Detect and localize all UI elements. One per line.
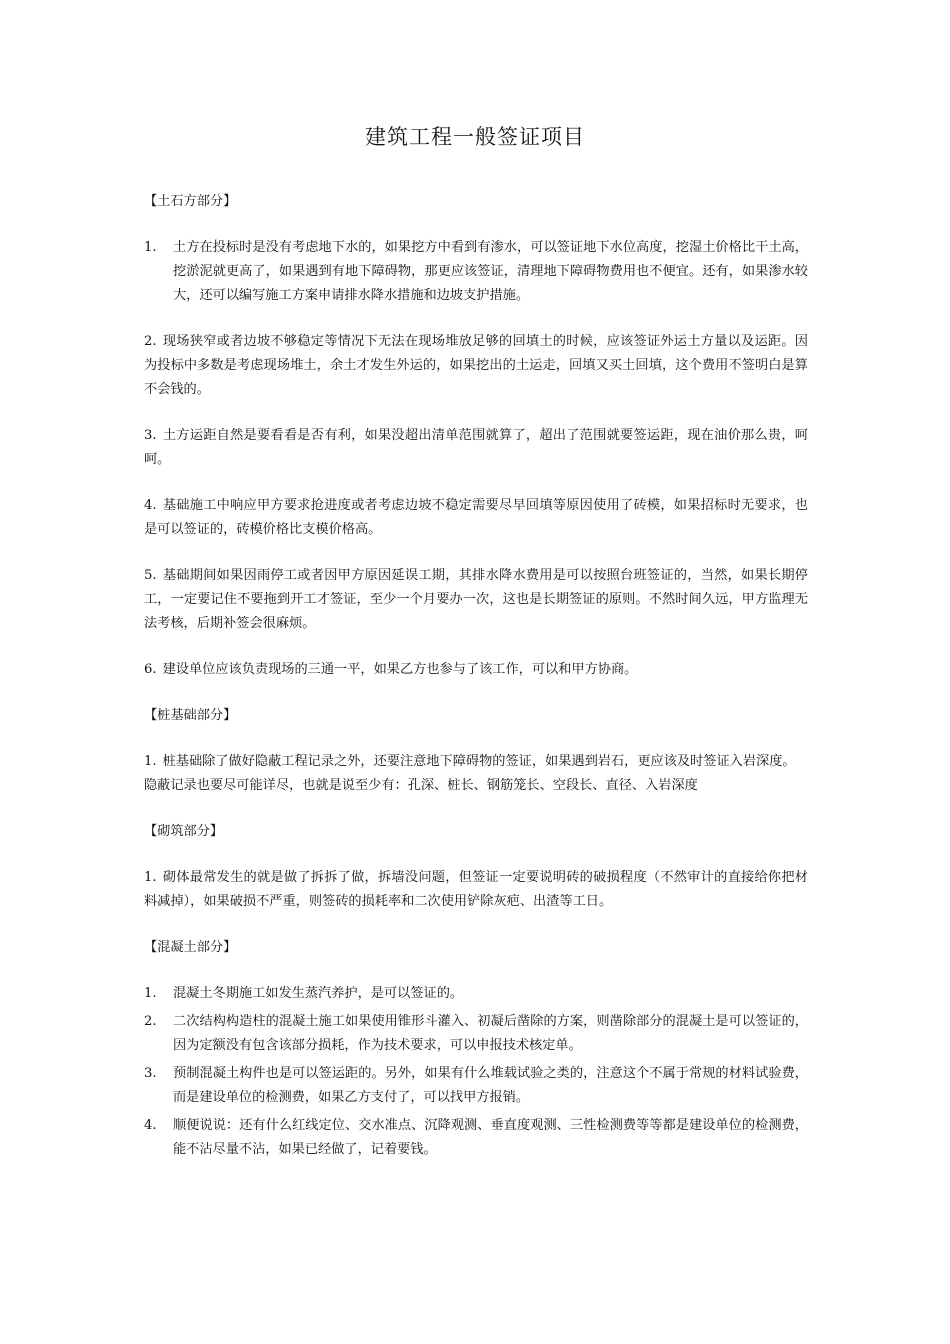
item-number: 1. xyxy=(144,986,157,1001)
item-text: 砌体最常发生的就是做了拆拆了做，拆墙没问题，但签证一定要说明砖的破损程度（不然审计的直接给你把材料减掉），如果破损不严重，则签砖的损耗率和二次使用铲除灰疤、出渣等工日。 xyxy=(144,870,808,909)
item-text: 桩基础除了做好隐蔽工程记录之外，还要注意地下障碍物的签证，如果遇到岩石，更应该及时签证入岩深度。 xyxy=(162,754,796,769)
pile-foundation-block xyxy=(144,750,808,798)
item-number: 3. xyxy=(144,1066,157,1081)
concrete-item-2 xyxy=(144,1010,808,1058)
section-heading-earthwork: 【土石方部分】 xyxy=(144,194,237,209)
concrete-item-3 xyxy=(144,1062,808,1110)
item-number: 4. xyxy=(144,498,157,513)
item-number: 2. xyxy=(144,334,157,349)
earthwork-item-3 xyxy=(144,424,808,472)
document-body xyxy=(144,190,808,1166)
pile-note: 隐蔽记录也要尽可能详尽，也就是说至少有：孔深、桩长、钢筋笼长、空段长、直径、入岩深度 xyxy=(144,778,698,793)
item-number: 1. xyxy=(144,754,157,769)
item-text: 现场狭窄或者边坡不够稳定等情况下无法在现场堆放足够的回填土的时候，应该签证外运土方量以及运距。因为投标中多数是考虑现场堆土，余土才发生外运的，如果挖出的土运走，回填又买土回填，这个费用不签明白是算不会钱的。 xyxy=(144,334,808,397)
section-heading-pile-foundation: 【桩基础部分】 xyxy=(144,708,237,723)
item-text: 土方运距自然是要看看是否有利，如果没超出清单范围就算了，超出了范围就要签运距，现在油价那么贵，呵呵。 xyxy=(144,428,808,467)
item-text: 建设单位应该负责现场的三通一平，如果乙方也参与了该工作，可以和甲方协商。 xyxy=(162,662,638,677)
section-heading-masonry: 【砌筑部分】 xyxy=(144,824,224,839)
item-number: 4. xyxy=(144,1118,157,1133)
document-title: 建筑工程一般签证项目 xyxy=(365,125,585,149)
earthwork-item-6 xyxy=(144,658,808,682)
item-text: 基础施工中响应甲方要求抢进度或者考虑边坡不稳定需要尽早回填等原因使用了砖模，如果招标时无要求，也是可以签证的，砖模价格比支模价格高。 xyxy=(144,498,808,537)
item-number: 3. xyxy=(144,428,157,443)
item-number: 6. xyxy=(144,662,157,677)
concrete-item-4 xyxy=(144,1114,808,1162)
earthwork-item-5 xyxy=(144,564,808,636)
item-number: 1. xyxy=(144,240,157,255)
item-text: 预制混凝土构件也是可以签运距的。另外，如果有什么堆载试验之类的，注意这个不属于常规的材料试验费，而是建设单位的检测费，如果乙方支付了，可以找甲方报销。 xyxy=(173,1066,808,1105)
item-number: 1. xyxy=(144,870,157,885)
concrete-item-1 xyxy=(144,982,808,1006)
earthwork-item-1 xyxy=(144,236,808,308)
item-text: 二次结构构造柱的混凝土施工如果使用锥形斗灌入、初凝后凿除的方案，则凿除部分的混凝土是可以签证的，因为定额没有包含该部分损耗，作为技术要求，可以申报技术核定单。 xyxy=(173,1014,808,1053)
item-text: 顺便说说：还有什么红线定位、交水准点、沉降观测、垂直度观测、三性检测费等等都是建设单位的检测费，能不沾尽量不沾，如果已经做了，记着要钱。 xyxy=(173,1118,808,1157)
earthwork-item-2 xyxy=(144,330,808,402)
pile-item-1 xyxy=(144,750,808,774)
item-text: 土方在投标时是没有考虑地下水的，如果挖方中看到有渗水，可以签证地下水位高度，挖湿土价格比干土高，挖淤泥就更高了，如果遇到有地下障碍物，那更应该签证，清理地下障碍物费用也不便宜。还有，如果渗水较大，还可以编写施工方案申请排水降水措施和边坡支护措施。 xyxy=(173,240,808,303)
earthwork-item-4 xyxy=(144,494,808,542)
section-heading-concrete: 【混凝土部分】 xyxy=(144,940,237,955)
item-text: 基础期间如果因雨停工或者因甲方原因延误工期，其排水降水费用是可以按照台班签证的，当然，如果长期停工，一定要记住不要拖到开工才签证，至少一个月要办一次，这也是长期签证的原则。不然时间久远，甲方监理无法考核，后期补签会很麻烦。 xyxy=(144,568,808,631)
item-number: 5. xyxy=(144,568,157,583)
item-number: 2. xyxy=(144,1014,157,1029)
item-text: 混凝土冬期施工如发生蒸汽养护，是可以签证的。 xyxy=(173,986,464,1001)
masonry-item-1 xyxy=(144,866,808,914)
